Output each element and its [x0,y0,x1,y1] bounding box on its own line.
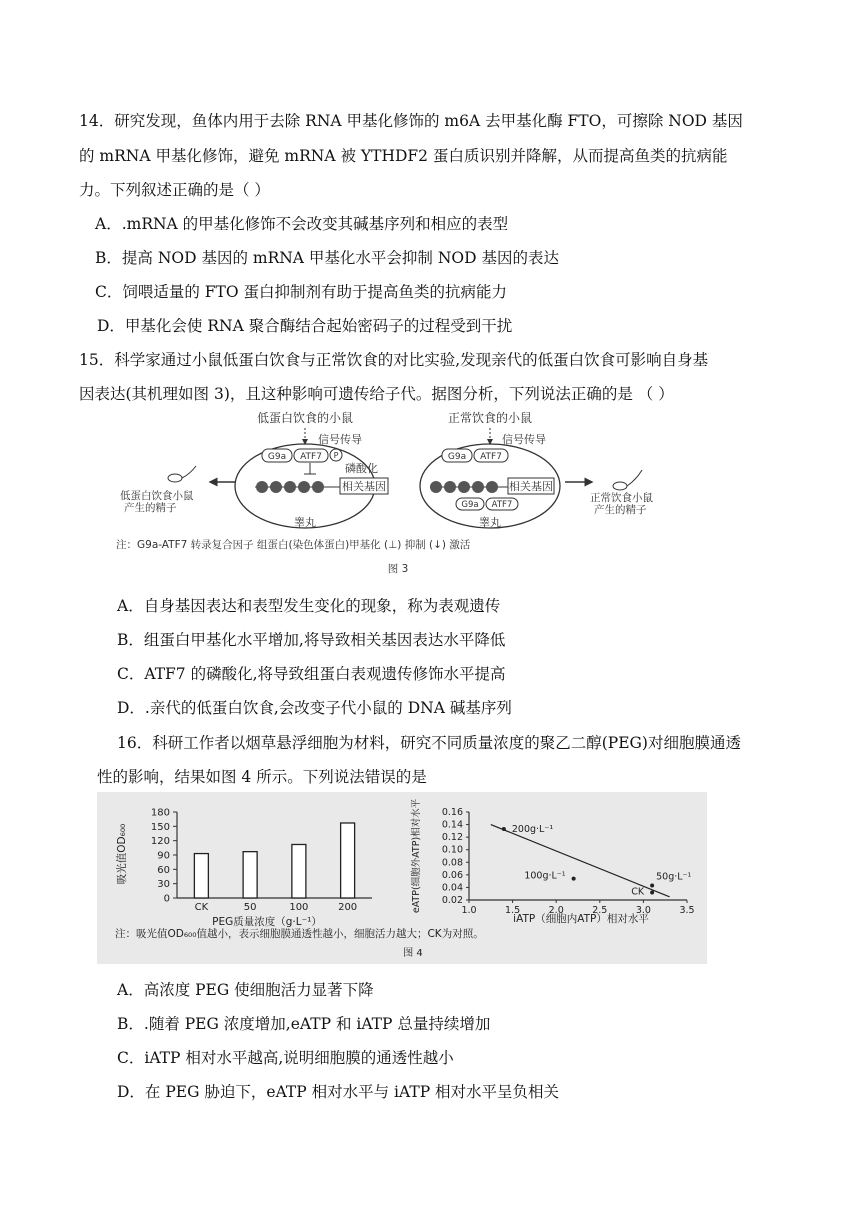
q16-option-d: D．在 PEG 胁迫下，eATP 相对水平与 iATP 相对水平呈负相关 [117,1083,560,1101]
scatter-x-tick-label: 2.0 [548,905,564,916]
scatter-x-tick-label: 3.5 [679,905,695,916]
bar-y-tick-label: 180 [150,807,170,819]
scatter-ylabel: eATP(细胞外ATP)相对水平 [411,798,422,914]
q16-stem-line2: 性的影响，结果如图 4 所示。下列说法错误的是 [97,768,427,786]
scatter-point-label: 50g·L⁻¹ [656,871,692,883]
bar-chart-xlabel: PEG质量浓度（g·L⁻¹） [212,916,322,928]
scatter-x-tick-label: 1.0 [461,905,477,916]
bar-y-tick-label: 60 [157,864,170,876]
q14-option-c: C．饲喂适量的 FTO 蛋白抑制剂有助于提高鱼类的抗病能力 [95,283,508,301]
bar-chart [115,808,372,929]
scatter-y-tick-label: 0.04 [441,882,463,894]
q15-stem-line1: 15．科学家通过小鼠低蛋白饮食与正常饮食的对比实验,发现亲代的低蛋白饮食可影响自身基 [79,351,709,369]
q15-option-c: C．ATF7 的磷酸化,将导致组蛋白表观遗传修饰水平提高 [117,665,506,683]
q14-option-d: D．甲基化会使 RNA 聚合酶结合起始密码子的过程受到干扰 [97,317,513,335]
fig3-right-sperm-line2: 产生的精子 [594,504,647,516]
scatter-point [572,877,576,881]
fig3-right-nucleosomes [430,481,510,493]
q16-option-b: B．.随着 PEG 浓度增加,eATP 和 iATP 总量持续增加 [117,1015,491,1033]
scatter-point-label: 100g·L⁻¹ [524,870,566,882]
fig3-left-phos: 磷酸化 [345,462,378,475]
bar [243,852,257,898]
q16-option-c: C．iATP 相对水平越高,说明细胞膜的通透性越小 [117,1049,454,1067]
scatter-y-tick-label: 0.16 [441,807,463,818]
scatter-xlabel: iATP（细胞内ATP）相对水平 [513,913,649,925]
fig3-left-signal: 信号传导 [318,433,362,446]
fig3-right-atf7: ATF7 [480,452,502,462]
fig3-left-testis: 睾丸 [294,516,316,529]
fig3-left-gene: 相关基因 [342,480,386,493]
bar-chart-ylabel: 吸光值OD₆₀₀ [116,823,128,885]
fig3-left-p: P [333,451,339,460]
fig3-right-g9a: G9a [447,452,467,462]
bar-x-tick-label: CK [194,902,209,913]
scatter-y-tick-label: 0.10 [441,844,463,856]
scatter-point-label: 200g·L⁻¹ [511,823,554,835]
scatter-y-tick-label: 0.14 [441,819,463,831]
fig3-right-g9a-bottom: G9a [461,500,479,510]
q14-stem-line1: 14．研究发现，鱼体内用于去除 RNA 甲基化修饰的 m6A 去甲基化酶 FTO，可擦除 NOD 基因 [79,112,743,130]
bar [194,854,208,898]
fig4-note: 注：吸光值OD₆₀₀值越小，表示细胞膜通透性越小，细胞活力越大；CK为对照。 [115,928,484,940]
q14-option-a: A．.mRNA 的甲基化修饰不会改变其碱基序列和相应的表型 [95,215,509,233]
bar-x-tick-label: 200 [338,902,358,913]
fig3-left-sperm-line2: 产生的精子 [124,502,177,514]
fig3-caption: 图 3 [387,563,409,575]
q15-option-a: A．自身基因表达和表型发生变化的现象，称为表观遗传 [117,597,501,615]
scatter-y-tick-label: 0.12 [441,832,463,844]
q14-option-b: B．提高 NOD 基因的 mRNA 甲基化水平会抑制 NOD 基因的表达 [95,249,559,267]
q15-option-b: B．组蛋白甲基化水平增加,将导致相关基因表达水平降低 [117,631,506,649]
bar [341,823,355,898]
scatter-point-label: CK [631,886,645,898]
fig3-right-sperm-line1: 正常饮食小鼠 [590,492,653,504]
q16-stem-line1: 16．科研工作者以烟草悬浮细胞为材料，研究不同质量浓度的聚乙二醇(PEG)对细胞膜通透 [117,734,741,752]
bar-y-tick-label: 90 [157,850,170,862]
fig3-right-gene: 相关基因 [509,480,553,493]
bar [292,844,306,898]
scatter-x-tick-label: 2.5 [592,905,608,916]
fig3-left-g9a: G9a [267,452,287,462]
fig3-left-title: 低蛋白饮食的小鼠 [256,411,354,425]
fig3-left-nucleosomes [255,481,340,493]
q15-option-d: D．.亲代的低蛋白饮食,会改变子代小鼠的 DNA 碱基序列 [117,699,512,717]
scatter-x-tick-label: 1.5 [505,905,521,916]
scatter-x-tick-label: 3.0 [635,905,651,916]
q14-stem-line2: 的 mRNA 甲基化修饰，避免 mRNA 被 YTHDF2 蛋白质识别并降解，从而提高鱼类的抗病能 [79,147,728,165]
bar-y-tick-label: 30 [157,879,170,891]
bar-y-tick-label: 0 [163,893,170,905]
scatter-y-tick-label: 0.02 [441,895,463,906]
fig3-right-atf7-bottom: ATF7 [491,500,513,510]
scatter-point [502,827,506,831]
fig3-right-signal: 信号传导 [502,433,546,446]
fig3-left-sperm [120,489,194,514]
scatter-y-tick-label: 0.08 [441,857,463,869]
fig3-right-sperm [590,491,653,516]
fig4-caption: 图 4 [403,948,423,959]
fig3-left-atf7: ATF7 [300,452,322,462]
figure-4-svg [97,792,707,964]
q14-stem-line3: 力。下列叙述正确的是（ ） [79,181,270,199]
fig3-right-testis: 睾丸 [479,516,501,529]
bar-y-tick-label: 150 [150,821,170,833]
fig3-left-sperm-line1: 低蛋白饮食小鼠 [120,490,194,502]
fig3-right-title: 正常饮食的小鼠 [447,411,533,425]
scatter-point [650,890,654,894]
scatter-point [650,884,654,888]
fig3-note: 注：G9a-ATF7 转录复合因子 组蛋白(染色体蛋白)甲基化 (⊥) 抑制 (↓) 激活 [116,539,471,551]
figure-4 [97,792,707,964]
scatter-y-tick-label: 0.06 [441,869,463,881]
scatter-chart [410,798,695,925]
q15-stem-line2: 因表达(其机理如图 3)，且这种影响可遗传给子代。据图分析，下列说法正确的是 （ ） [79,385,674,403]
figure-3 [110,406,700,580]
bar-y-tick-label: 120 [150,836,170,848]
q16-option-a: A．高浓度 PEG 使细胞活力显著下降 [117,981,374,999]
bar-x-tick-label: 50 [243,902,257,913]
bar-x-tick-label: 100 [289,902,309,913]
